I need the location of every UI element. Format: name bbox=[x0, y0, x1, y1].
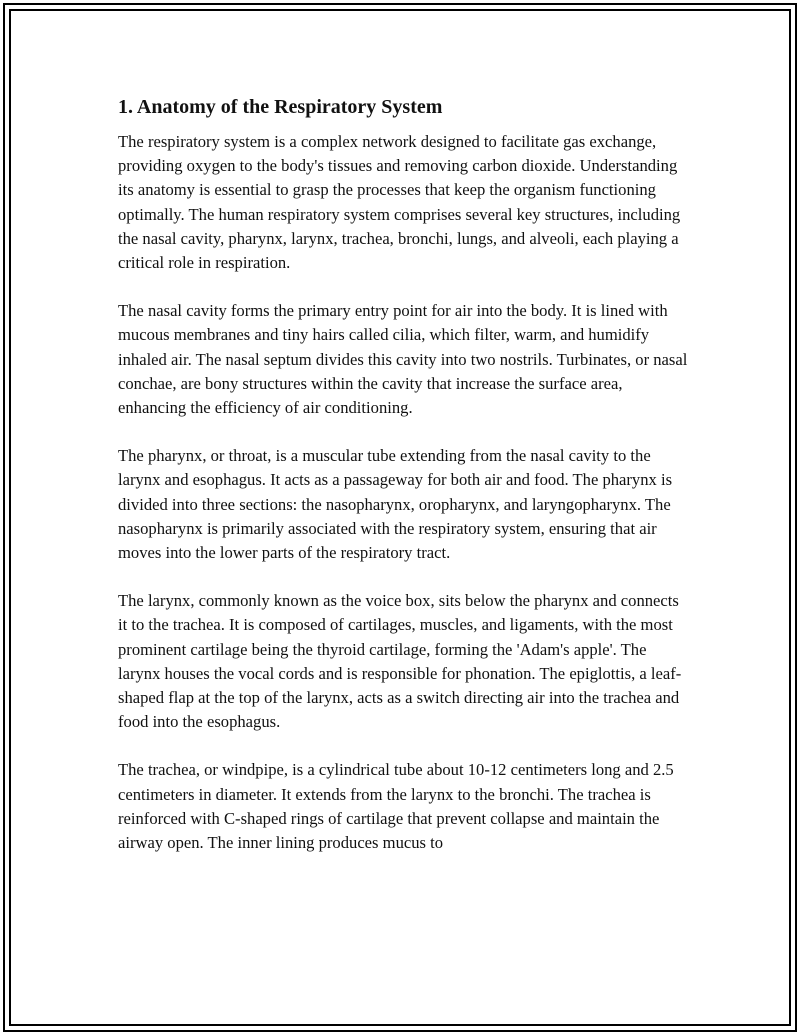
paragraph-larynx: The larynx, commonly known as the voice box, sits below the pharynx and connects it to the trachea. It is composed of cartilages, muscles, and ligaments, with the most prominent cartilage being the thyroid cartilage, forming the 'Adam's apple'. The larynx houses the vocal cords and is responsible for phonation. The epiglottis, a leaf-shaped flap at the top of the larynx, acts as a switch directing air into the trachea and food into the esophagus. bbox=[118, 591, 682, 732]
paragraph-trachea: The trachea, or windpipe, is a cylindrical tube about 10-12 centimeters long and 2.5 centimeters in diameter. It extends from the larynx to the bronchi. The trachea is reinforced with C-shaped rings of cartilage that prevent collapse and maintain the airway open. The inner lining produces mucus to bbox=[118, 760, 674, 853]
paragraph-pharynx: The pharynx, or throat, is a muscular tube extending from the nasal cavity to the larynx and esophagus. It acts as a passageway for both air and food. The pharynx is divided into three sections: the nasopharynx, oropharynx, and laryngopharynx. The nasopharynx is primarily associated with the respiratory system, ensuring that air moves into the lower parts of the respiratory tract. bbox=[118, 446, 673, 563]
document-body bbox=[118, 94, 688, 879]
section-heading: 1. Anatomy of the Respiratory System bbox=[118, 96, 443, 118]
paragraph-respiratory-overview: The respiratory system is a complex network designed to facilitate gas exchange, providing oxygen to the body's tissues and removing carbon dioxide. Understanding its anatomy is essential to grasp the processes that keep the organism functioning optimally. The human respiratory system comprises several key structures, including the nasal cavity, pharynx, larynx, trachea, bronchi, lungs, and alveoli, each playing a critical role in respiration. bbox=[118, 132, 681, 273]
paragraph-nasal-cavity: The nasal cavity forms the primary entry point for air into the body. It is lined with mucous membranes and tiny hairs called cilia, which filter, warm, and humidify inhaled air. The nasal septum divides this cavity into two nostrils. Turbinates, or nasal conchae, are bony structures within the cavity that increase the surface area, enhancing the efficiency of air conditioning. bbox=[118, 301, 688, 418]
